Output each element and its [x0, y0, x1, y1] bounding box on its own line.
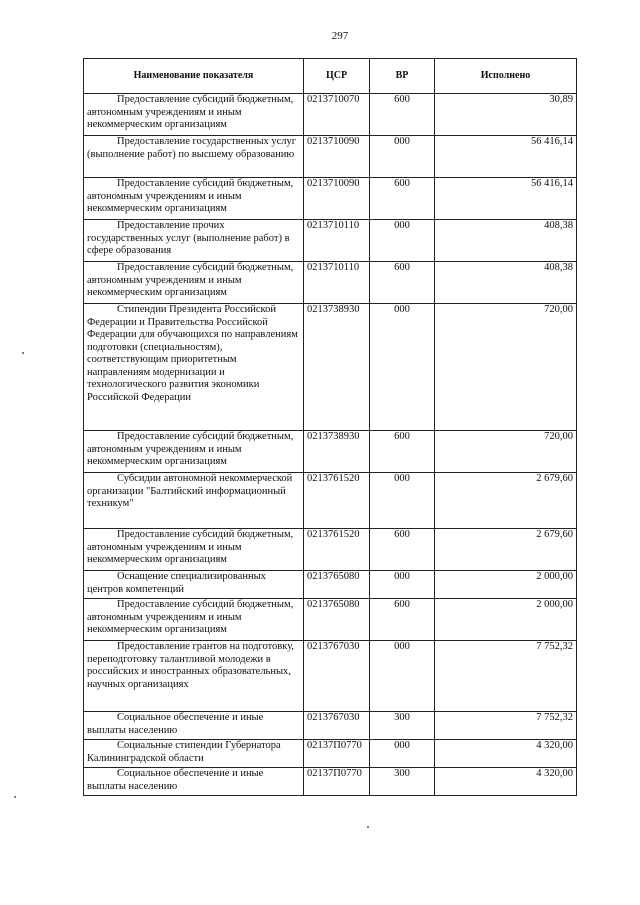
header-done: Исполнено [435, 59, 577, 94]
row-name: Социальное обеспечение и иные выплаты населению [87, 712, 264, 736]
header-csr: ЦСР [304, 59, 370, 94]
row-name: Предоставление грантов на подготовку, переподготовку талантливой молодежи в российских и иностранных образовательных, научных организациях [87, 641, 295, 690]
row-csr: 0213765080 [304, 599, 370, 641]
row-amount: 56 416,14 [435, 178, 577, 220]
table-row [84, 473, 577, 529]
row-vr: 000 [370, 473, 435, 529]
row-amount: 56 416,14 [435, 136, 577, 178]
row-name-cell [84, 431, 304, 473]
row-amount: 2 000,00 [435, 571, 577, 599]
row-csr: 02137П0770 [304, 768, 370, 796]
budget-table [83, 58, 577, 796]
row-vr: 000 [370, 571, 435, 599]
row-csr: 0213738930 [304, 431, 370, 473]
row-name-cell [84, 529, 304, 571]
row-vr: 600 [370, 599, 435, 641]
table-row [84, 262, 577, 304]
table-header-row [84, 59, 577, 94]
row-amount: 408,38 [435, 220, 577, 262]
row-name-cell [84, 599, 304, 641]
row-name: Предоставление субсидий бюджетным, автономным учреждениям и иным некоммерческим организациям [87, 94, 294, 130]
row-name-cell [84, 712, 304, 740]
row-csr: 02137П0770 [304, 740, 370, 768]
row-name: Предоставление субсидий бюджетным, автономным учреждениям и иным некоммерческим организациям [87, 178, 294, 214]
row-csr: 0213710090 [304, 136, 370, 178]
scan-speck [22, 352, 24, 354]
row-vr: 300 [370, 768, 435, 796]
row-csr: 0213761520 [304, 529, 370, 571]
row-amount: 7 752,32 [435, 712, 577, 740]
row-name-cell [84, 641, 304, 712]
row-name: Социальное обеспечение и иные выплаты населению [87, 768, 264, 792]
row-csr: 0213710110 [304, 262, 370, 304]
row-name: Предоставление государственных услуг (выполнение работ) по высшему образованию [87, 136, 297, 160]
page-number: 297 [331, 30, 349, 42]
row-vr: 600 [370, 94, 435, 136]
table-row [84, 740, 577, 768]
row-name-cell [84, 136, 304, 178]
header-vr: ВР [370, 59, 435, 94]
row-vr: 600 [370, 178, 435, 220]
table-row [84, 768, 577, 796]
row-name: Предоставление субсидий бюджетным, автономным учреждениям и иным некоммерческим организациям [87, 529, 294, 565]
row-amount: 4 320,00 [435, 740, 577, 768]
table-row [84, 304, 577, 431]
row-csr: 0213765080 [304, 571, 370, 599]
table-row [84, 431, 577, 473]
row-name-cell [84, 571, 304, 599]
row-csr: 0213761520 [304, 473, 370, 529]
row-name-cell [84, 178, 304, 220]
row-name: Стипендии Президента Российской Федерации и Правительства Российской Федерации для обучающихся по направлениям подготовки (специальностям), соответствующим приоритетным направлениям модернизации и технологического развития экономики Российской Федерации [87, 304, 298, 403]
row-name-cell [84, 220, 304, 262]
row-vr: 000 [370, 220, 435, 262]
header-name: Наименование показателя [84, 59, 304, 94]
row-name: Предоставление прочих государственных услуг (выполнение работ) в сфере образования [87, 220, 290, 256]
row-vr: 000 [370, 641, 435, 712]
row-name: Предоставление субсидий бюджетным, автономным учреждениям и иным некоммерческим организациям [87, 431, 294, 467]
table-row [84, 136, 577, 178]
row-name: Социальные стипендии Губернатора Калининградской области [87, 740, 281, 764]
row-amount: 2 000,00 [435, 599, 577, 641]
row-vr: 600 [370, 262, 435, 304]
table-row [84, 571, 577, 599]
row-vr: 000 [370, 304, 435, 431]
row-csr: 0213767030 [304, 712, 370, 740]
row-name-cell [84, 262, 304, 304]
row-name-cell [84, 304, 304, 431]
row-vr: 000 [370, 136, 435, 178]
row-amount: 720,00 [435, 304, 577, 431]
row-amount: 2 679,60 [435, 473, 577, 529]
row-name-cell [84, 740, 304, 768]
row-name-cell [84, 94, 304, 136]
row-csr: 0213710070 [304, 94, 370, 136]
row-csr: 0213710090 [304, 178, 370, 220]
scan-speck [367, 826, 369, 828]
row-csr: 0213738930 [304, 304, 370, 431]
row-name: Оснащение специализированных центров компетенций [87, 571, 266, 595]
row-name-cell [84, 768, 304, 796]
table-row [84, 220, 577, 262]
row-name-cell [84, 473, 304, 529]
row-vr: 000 [370, 740, 435, 768]
row-csr: 0213767030 [304, 641, 370, 712]
row-csr: 0213710110 [304, 220, 370, 262]
row-amount: 4 320,00 [435, 768, 577, 796]
row-vr: 600 [370, 529, 435, 571]
table-row [84, 599, 577, 641]
row-name: Субсидии автономной некоммерческой организации "Балтийский информационный техникум" [87, 473, 293, 509]
row-amount: 408,38 [435, 262, 577, 304]
row-amount: 30,89 [435, 94, 577, 136]
row-amount: 7 752,32 [435, 641, 577, 712]
table-row [84, 94, 577, 136]
row-vr: 300 [370, 712, 435, 740]
table-row [84, 178, 577, 220]
row-name: Предоставление субсидий бюджетным, автономным учреждениям и иным некоммерческим организациям [87, 262, 294, 298]
table-row [84, 641, 577, 712]
row-name: Предоставление субсидий бюджетным, автономным учреждениям и иным некоммерческим организациям [87, 599, 294, 635]
table-row [84, 529, 577, 571]
scan-speck [14, 796, 16, 798]
table-row [84, 712, 577, 740]
row-amount: 2 679,60 [435, 529, 577, 571]
row-vr: 600 [370, 431, 435, 473]
row-amount: 720,00 [435, 431, 577, 473]
